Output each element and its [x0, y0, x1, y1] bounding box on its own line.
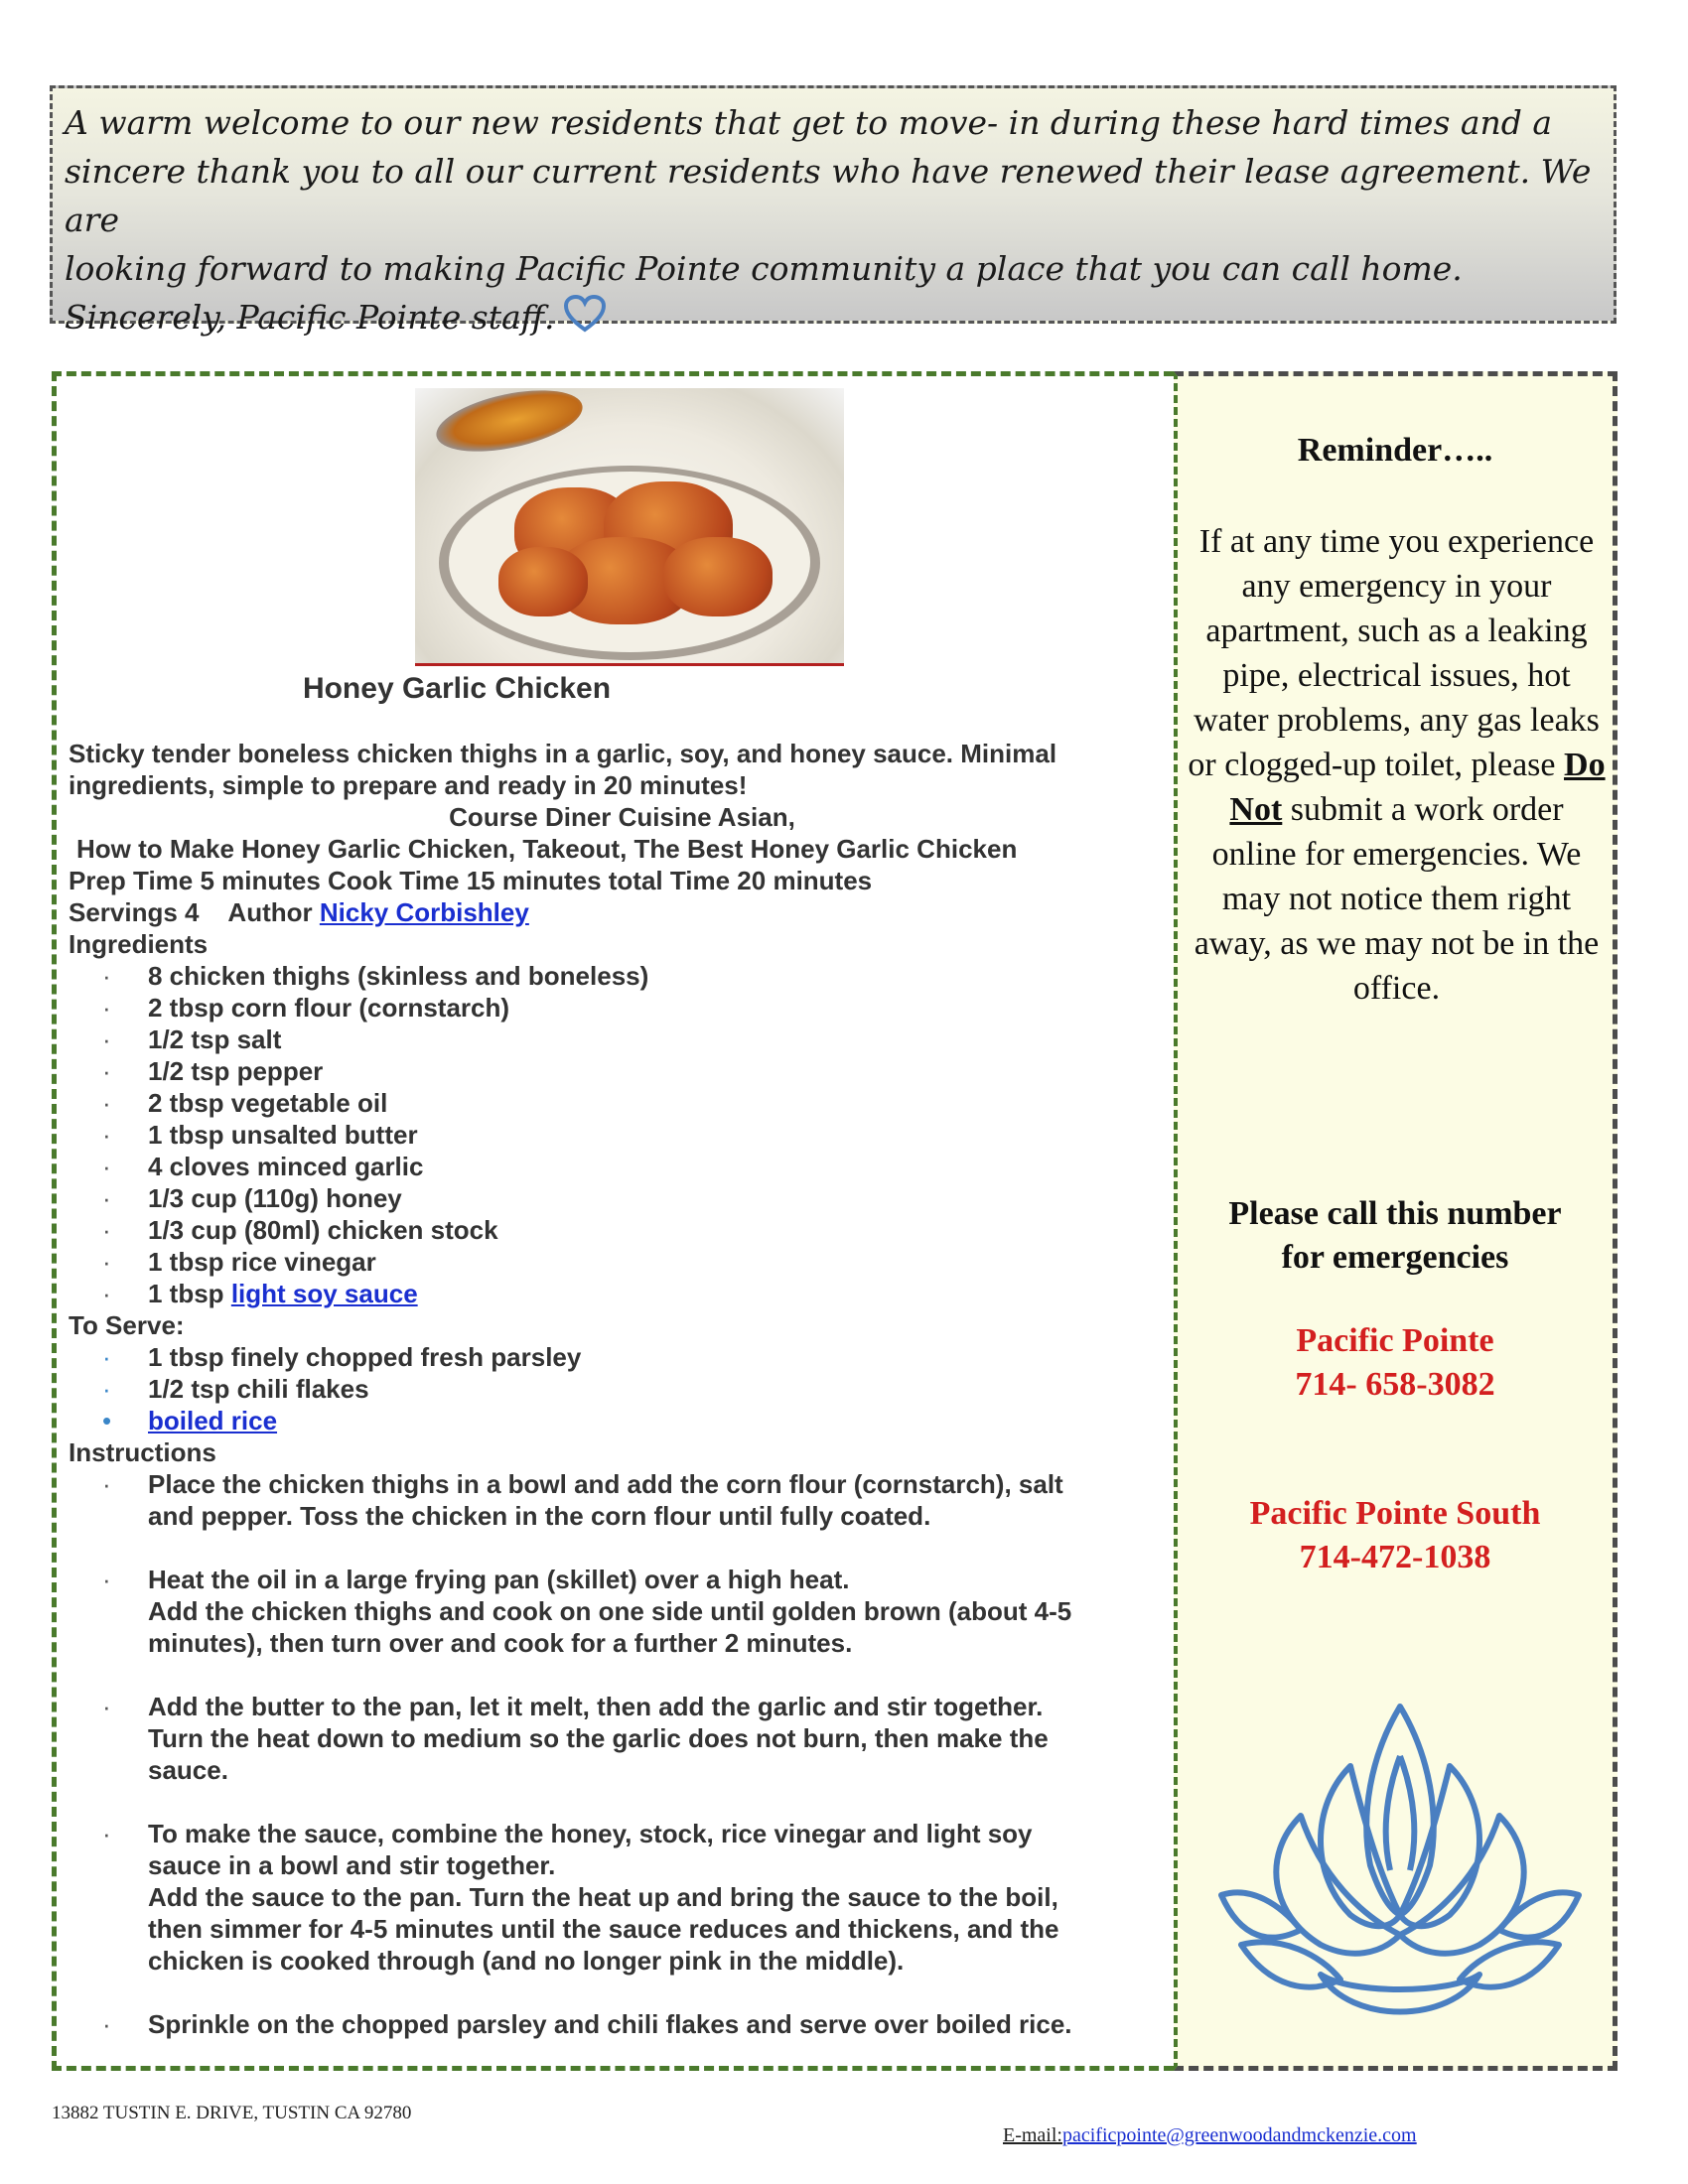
lotus-icon: [1201, 1697, 1599, 2039]
welcome-line: A warm welcome to our new residents that get to move- in during these hard times and a: [65, 103, 1553, 142]
soy-sauce-link[interactable]: light soy sauce: [230, 1279, 418, 1308]
welcome-banner: [50, 85, 1617, 337]
office2-phone: 714-472-1038: [1299, 1539, 1491, 1575]
recipe-course: Course Diner Cuisine Asian,: [449, 802, 795, 832]
do-not-emphasis: Do Not: [1229, 747, 1606, 828]
ingredient-item: · 2 tbsp vegetable oil: [102, 1088, 388, 1118]
recipe-title: Honey Garlic Chicken: [302, 672, 612, 705]
ingredient-item: · 1/3 cup (80ml) chicken stock: [102, 1215, 498, 1245]
reminder-message: If at any time you experience any emergency in your apartment, such as a leaking pipe, electrical issues, hot water problems, any gas leaks or clogged-up toilet, please Do Not submit a work order online for emergencies. We may not notice them right away, as we may not be in the office.: [1188, 523, 1606, 1007]
heart-icon: [563, 294, 607, 346]
ingredient-item: · 1/2 tsp pepper: [102, 1056, 324, 1086]
servings: Servings 4: [69, 897, 200, 927]
recipe-keywords: How to Make Honey Garlic Chicken, Takeout, The Best Honey Garlic Chicken: [76, 834, 1018, 864]
ingredient-item: · 1 tbsp unsalted butter: [102, 1120, 418, 1150]
boiled-rice-link[interactable]: boiled rice: [148, 1406, 278, 1435]
call-instruction: Please call this number for emergencies: [1228, 1195, 1562, 1276]
ingredient-item: · 2 tbsp corn flour (cornstarch): [102, 993, 510, 1023]
footer-address: 13882 TUSTIN E. DRIVE, TUSTIN CA 92780: [52, 2103, 412, 2123]
recipe-times: Prep Time 5 minutes Cook Time 15 minutes total Time 20 minutes: [69, 866, 873, 895]
recipe-description: Sticky tender boneless chicken thighs in a garlic, soy, and honey sauce. Minimal ingredients, simple to prepare and ready in 20 minutes!: [69, 739, 1057, 800]
instruction-step: · Sprinkle on the chopped parsley and chili flakes and serve over boiled rice.: [102, 2009, 1072, 2039]
to-serve-heading: To Serve:: [69, 1310, 185, 1340]
ingredient-item: · 4 cloves minced garlic: [102, 1152, 424, 1181]
welcome-line: looking forward to making Pacific Pointe community a place that you can call home.: [65, 249, 1463, 288]
footer-email: E-mail:pacificpointe@greenwoodandmckenzie.com: [1003, 2124, 1417, 2146]
recipe-panel: [52, 371, 1174, 2071]
office2-name: Pacific Pointe South: [1249, 1495, 1541, 1532]
ingredient-item: · 8 chicken thighs (skinless and boneless): [102, 961, 649, 991]
ingredient-item: · 1/3 cup (110g) honey: [102, 1183, 402, 1213]
serve-item: · 1 tbsp finely chopped fresh parsley: [102, 1342, 582, 1372]
recipe-servings-author: [69, 896, 1176, 928]
author-label: Author: [227, 897, 313, 927]
ingredients-heading: Ingredients: [69, 929, 209, 959]
ingredient-item: · 1/2 tsp salt: [102, 1024, 282, 1054]
office1-phone: 714- 658-3082: [1295, 1366, 1495, 1403]
ingredient-item: · 1 tbsp rice vinegar: [102, 1247, 376, 1277]
reminder-title: Reminder…..: [1297, 432, 1493, 469]
instruction-step: · Place the chicken thighs in a bowl and add the corn flour (cornstarch), salt and pepper. Toss the chicken in the corn flour until fully coated.: [102, 1469, 1063, 1531]
welcome-signature: Sincerely, Pacific Pointe staff.: [65, 298, 555, 337]
author-link[interactable]: Nicky Corbishley: [319, 897, 529, 927]
recipe-photo: [415, 388, 844, 666]
serve-item: · 1/2 tsp chili flakes: [102, 1374, 369, 1404]
serve-item: • boiled rice: [102, 1406, 278, 1435]
instructions-heading: Instructions: [69, 1437, 216, 1467]
reminder-panel: [1174, 371, 1618, 2071]
instruction-step: · Add the butter to the pan, let it melt, then add the garlic and stir together. Turn the heat down to medium so the garlic does not burn, then make the sauce.: [102, 1692, 1049, 1785]
welcome-line: sincere thank you to all our current residents who have renewed their lease agreement. We are: [65, 152, 1592, 239]
office1-name: Pacific Pointe: [1296, 1322, 1494, 1359]
email-link[interactable]: pacificpointe@greenwoodandmckenzie.com: [1061, 2124, 1417, 2146]
ingredient-item: · 1 tbsp light soy sauce: [102, 1279, 418, 1308]
instruction-step: · Heat the oil in a large frying pan (skillet) over a high heat. Add the chicken thighs and cook on one side until golden brown (about 4-5 minutes), then turn over and cook for a further 2 minutes.: [102, 1565, 1072, 1658]
instruction-step: · To make the sauce, combine the honey, stock, rice vinegar and light soy sauce in a bowl and stir together. Add the sauce to the pan. Turn the heat up and bring the sauce to the boil, then simmer for 4-5 minutes until the sauce reduces and thickens, and the chicken is cooked through (and no longer pink in the middle).: [102, 1819, 1059, 1976]
